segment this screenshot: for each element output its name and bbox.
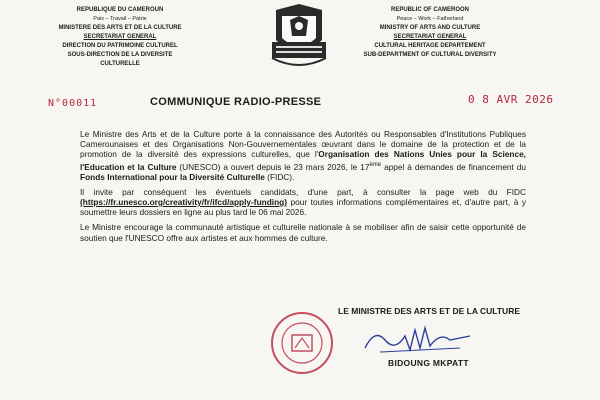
document-title: COMMUNIQUE RADIO-PRESSE (150, 96, 322, 108)
directorate-en: CULTURAL HERITAGE DEPARTEMENT (374, 43, 486, 49)
reference-value: 00011 (62, 98, 98, 109)
paragraph-1 (80, 129, 526, 182)
communique-body (80, 129, 526, 248)
reference-number (48, 98, 97, 109)
p1-bold-unesco: Organisation des Nations Unies pour la Science, l'Education et la Culture (80, 149, 526, 172)
subdirectorate-fr-line1: SOUS-DIRECTION DE LA DIVERSITE (67, 52, 173, 58)
header-left (20, 6, 220, 69)
p1-text-4: (FIDC). (264, 171, 295, 182)
reference-prefix: N° (48, 98, 63, 109)
handwritten-signature-icon (360, 318, 480, 358)
p1-text-1: Le Ministre des Arts et de la Culture porte à la connaissance des Autorités ou Responsables d'Institutions Publiques Camerounaises et des Organisations Non-Gouvernementales œuvrant dans le domaine de la protection et de la promotion de la diversité des expressions culturelles, que l' (80, 129, 526, 160)
fidc-link[interactable]: (https://fr.unesco.org/creativity/fr/ifcd/apply-funding) (80, 196, 287, 207)
p2-text-1: Il invite par conséquent les éventuels candidats, d'une part, à consulter la page web du FIDC (80, 186, 526, 197)
ministry-emblem-icon (268, 2, 330, 72)
signatory-title: LE MINISTRE DES ARTS ET DE LA CULTURE (338, 306, 520, 316)
paragraph-2 (80, 187, 526, 218)
country-name-en: REPUBLIC OF CAMEROON (391, 7, 469, 13)
p2-text-2: pour toutes informations complémentaires et, d'autre part, à y soumettre leurs dossiers en ligne au plus tard le 06 mai 2026. (80, 196, 526, 218)
ministry-name-fr: MINISTERE DES ARTS ET DE LA CULTURE (58, 25, 182, 31)
motto-fr: Paix – Travail – Patrie (93, 16, 147, 22)
directorate-fr: DIRECTION DU PATRIMOINE CULTUREL (62, 43, 178, 49)
p1-text-3: appel à demandes de financement du (381, 161, 526, 172)
official-stamp-icon (262, 308, 342, 378)
subdirectorate-en: SUB-DEPARTMENT OF CULTURAL DIVERSITY (363, 52, 497, 58)
country-name-fr: REPUBLIQUE DU CAMEROUN (76, 7, 164, 13)
signatory-name: BIDOUNG MKPATT (388, 358, 469, 368)
p1-text-2: (UNESCO) a ouvert depuis le 23 mars 2026, le 17 (176, 161, 370, 172)
subdirectorate-fr-line2: CULTURELLE (100, 61, 140, 67)
header-right (330, 6, 530, 60)
secretariat-fr: SECRETARIAT GENERAL (83, 34, 157, 40)
ministry-name-en: MINISTRY OF ARTS AND CULTURE (379, 25, 481, 31)
p1-superscript: ème (369, 161, 382, 168)
p1-bold-fund: Fonds International pour la Diversité Culturelle (80, 171, 265, 182)
document-date: 0 8 AVR 2026 (468, 93, 554, 106)
paragraph-3: Le Ministre encourage la communauté artistique et culturelle nationale à se mobiliser afin de saisir cette opportunité de soutien que l'UNESCO offre aux artistes et aux hommes de culture. (80, 222, 526, 243)
secretariat-en: SECRETARIAT GENERAL (393, 34, 467, 40)
motto-en: Peace – Work – Fatherland (396, 16, 464, 22)
